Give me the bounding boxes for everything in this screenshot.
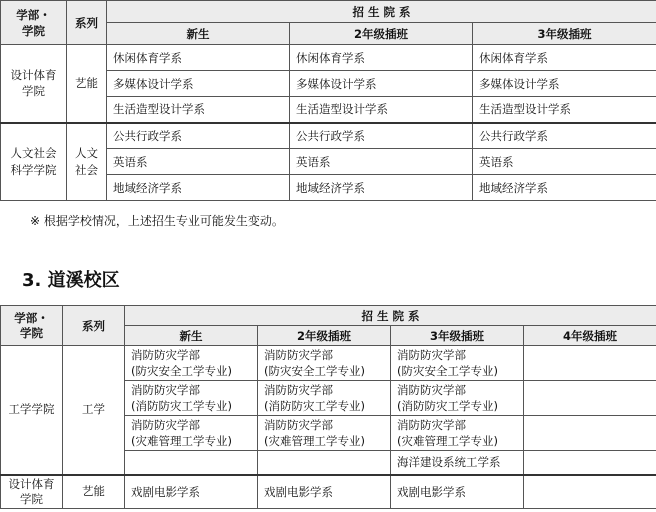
table-cell: 生活造型设计学系: [107, 97, 290, 123]
table-cell: 海洋建设系统工学系: [391, 451, 524, 475]
table-cell: 公共行政学系: [107, 123, 290, 149]
admissions-table-1: [0, 0, 656, 201]
table-cell: 消防防灾学部 (防灾安全工学专业): [125, 346, 258, 381]
table-cell: 生活造型设计学系: [473, 97, 656, 123]
table-cell: 休闲体育学系: [473, 45, 656, 71]
header-col: 新生: [125, 326, 258, 346]
dept-cell: 工学: [63, 346, 125, 475]
header-dept: 系列: [67, 1, 107, 45]
college-cell: 人文社会 科学学院: [1, 123, 67, 201]
header-col: 3年级插班: [473, 23, 656, 45]
table-cell: 地域经济学系: [107, 175, 290, 201]
college-cell: 工学学院: [1, 346, 63, 475]
section-heading: 3. 道溪校区: [22, 270, 120, 291]
header-dept: 系列: [63, 306, 125, 346]
header-college: 学部・ 学院: [1, 306, 63, 346]
table-cell: 多媒体设计学系: [290, 71, 473, 97]
header-col: 3年级插班: [391, 326, 524, 346]
table-cell: 英语系: [473, 149, 656, 175]
dept-cell: 人文 社会: [67, 123, 107, 201]
dept-cell: 艺能: [63, 475, 125, 509]
table-cell: 戏剧电影学系: [391, 475, 524, 509]
college-cell: 设计体育 学院: [1, 475, 63, 509]
table-cell: 消防防灾学部 (灾难管理工学专业): [391, 416, 524, 451]
table-cell: 生活造型设计学系: [290, 97, 473, 123]
table-cell: 休闲体育学系: [290, 45, 473, 71]
table-cell: 消防防灾学部 (消防防灾工学专业): [125, 381, 258, 416]
table-cell: 消防防灾学部 (防灾安全工学专业): [258, 346, 391, 381]
table-cell: 英语系: [290, 149, 473, 175]
footnote: ※ 根据学校情况，上述招生专业可能发生变动。: [30, 214, 284, 228]
table-cell: [258, 451, 391, 475]
dept-cell: 艺能: [67, 45, 107, 123]
table-cell: 消防防灾学部 (防灾安全工学专业): [391, 346, 524, 381]
college-cell: 设计体育 学院: [1, 45, 67, 123]
header-college: 学部・ 学院: [1, 1, 67, 45]
table-cell: 戏剧电影学系: [125, 475, 258, 509]
table-cell: [524, 451, 656, 475]
table-cell: [524, 381, 656, 416]
table-cell: 消防防灾学部 (消防防灾工学专业): [258, 381, 391, 416]
header-col: 4年级插班: [524, 326, 656, 346]
header-col: 2年级插班: [290, 23, 473, 45]
table-cell: [125, 451, 258, 475]
table-cell: 消防防灾学部 (灾难管理工学专业): [125, 416, 258, 451]
table-cell: 多媒体设计学系: [107, 71, 290, 97]
table-cell: [524, 475, 656, 509]
table-cell: 消防防灾学部 (消防防灾工学专业): [391, 381, 524, 416]
table-cell: 休闲体育学系: [107, 45, 290, 71]
table-cell: [524, 416, 656, 451]
table-cell: 公共行政学系: [473, 123, 656, 149]
table-cell: 公共行政学系: [290, 123, 473, 149]
header-col: 2年级插班: [258, 326, 391, 346]
table-cell: 英语系: [107, 149, 290, 175]
table-cell: [524, 346, 656, 381]
header-col: 新生: [107, 23, 290, 45]
table-cell: 戏剧电影学系: [258, 475, 391, 509]
table-cell: 多媒体设计学系: [473, 71, 656, 97]
header-group: 招 生 院 系: [107, 1, 656, 23]
table-cell: 地域经济学系: [473, 175, 656, 201]
admissions-table-2: [0, 305, 656, 509]
table-cell: 消防防灾学部 (灾难管理工学专业): [258, 416, 391, 451]
table-cell: 地域经济学系: [290, 175, 473, 201]
header-group: 招 生 院 系: [125, 306, 656, 326]
